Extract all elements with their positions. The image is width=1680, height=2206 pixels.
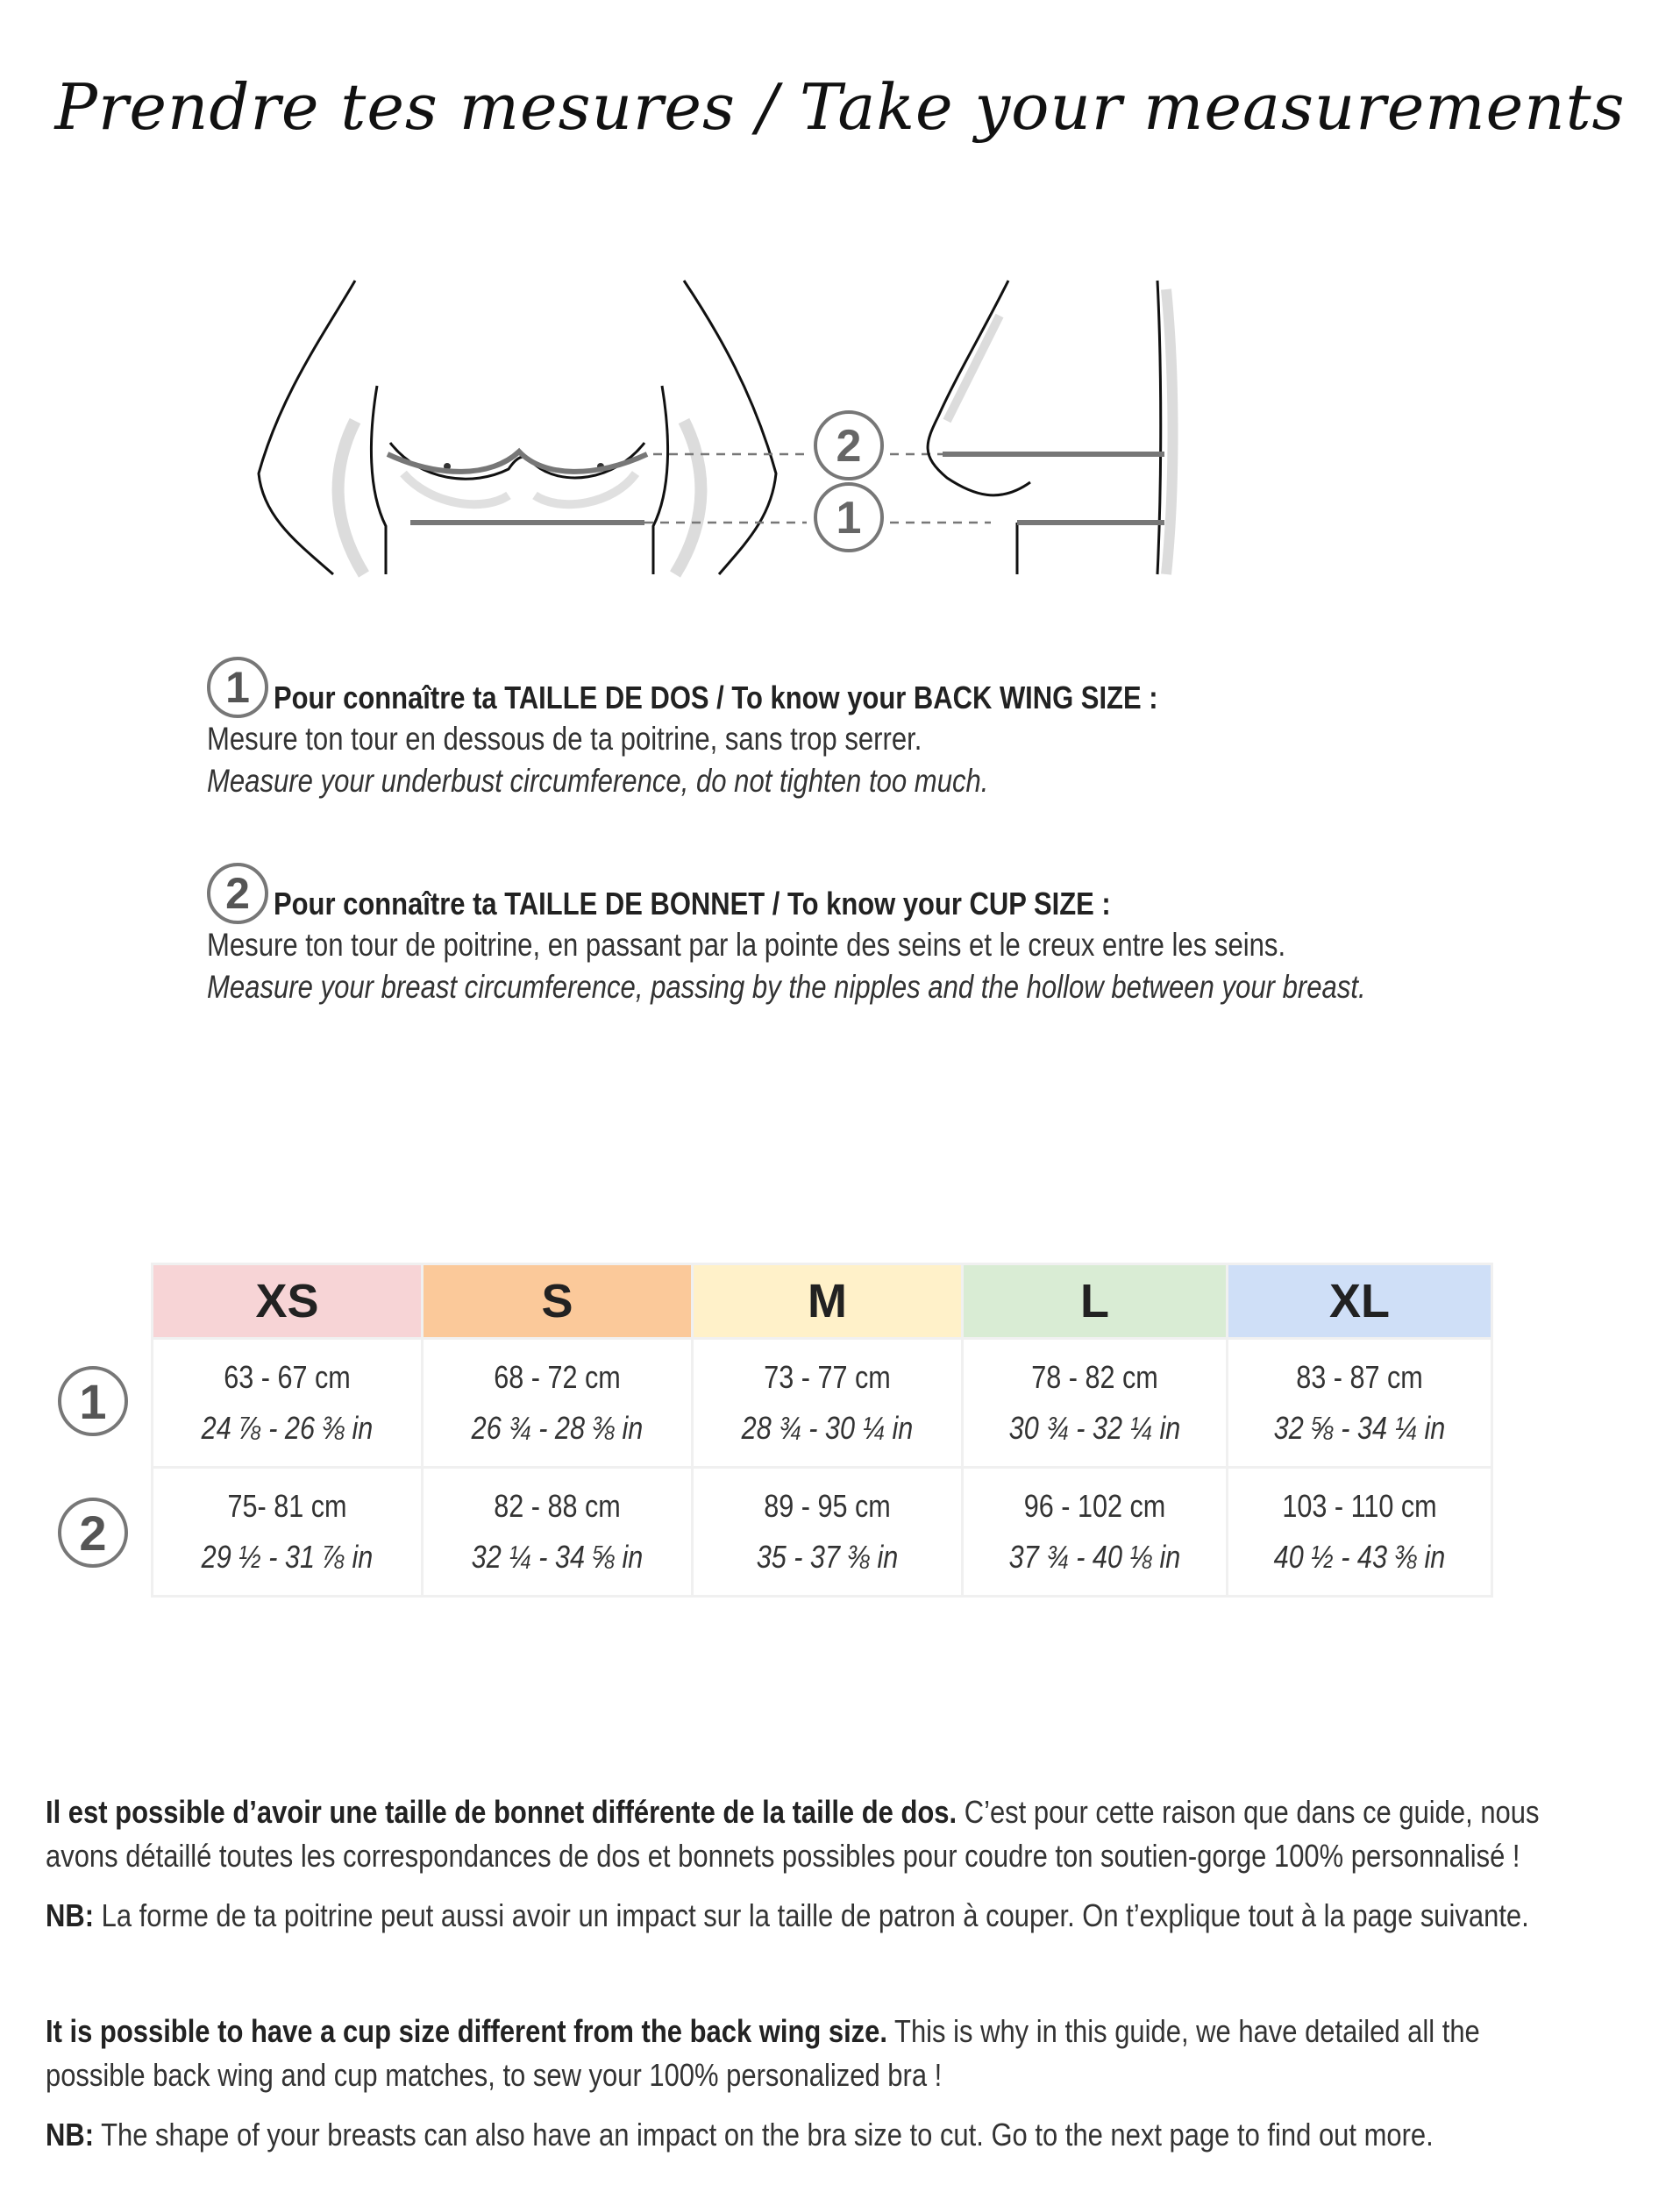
- instruction-french: Mesure ton tour de poitrine, en passant par la pointe des seins et le creux entre les seins.: [207, 927, 1286, 963]
- table-header-row: [153, 1264, 1492, 1339]
- table-cell: 82 - 88 cm 32 ¼ - 34 ⅝ in: [423, 1468, 693, 1597]
- instruction-french: Mesure ton tour en dessous de ta poitrine, sans trop serrer.: [207, 721, 922, 757]
- size-header-xs: XS: [153, 1264, 423, 1339]
- size-chart-table: [151, 1263, 1493, 1598]
- size-header-xl: XL: [1228, 1264, 1492, 1339]
- table-row-marker-1: 1: [58, 1366, 128, 1436]
- svg-text:1: 1: [836, 493, 862, 544]
- table-cell: 78 - 82 cm 30 ¾ - 32 ¼ in: [963, 1339, 1228, 1468]
- table-cell: 63 - 67 cm 24 ⅞ - 26 ⅜ in: [153, 1339, 423, 1468]
- nb-french-text: La forme de ta poitrine peut aussi avoir un impact sur la taille de patron à couper. On t’explique tout à la page suivante.: [94, 1897, 1529, 1933]
- note-french-text: C’est pour cette raison que dans ce guide, nous: [957, 1794, 1540, 1830]
- instruction-cup-size: [207, 859, 1522, 1008]
- note-french-bold: Il est possible d’avoir une taille de bonnet différente de la taille de dos.: [46, 1794, 957, 1830]
- instruction-heading: Pour connaître ta TAILLE DE BONNET / To know your CUP SIZE :: [274, 886, 1111, 922]
- note-english-bold: It is possible to have a cup size different from the back wing size.: [46, 2013, 887, 2049]
- table-row: [153, 1468, 1492, 1597]
- table-cell: 73 - 77 cm 28 ¾ - 30 ¼ in: [693, 1339, 963, 1468]
- table-cell: 68 - 72 cm 26 ¾ - 28 ⅜ in: [423, 1339, 693, 1468]
- note-english: [46, 2010, 1634, 2097]
- nb-label: NB:: [46, 2117, 95, 2153]
- instruction-english: Measure your underbust circumference, do not tighten too much.: [207, 763, 989, 799]
- table-cell: 103 - 110 cm 40 ½ - 43 ⅜ in: [1228, 1468, 1492, 1597]
- note-english-text: This is why in this guide, we have detailed all the: [886, 2013, 1480, 2049]
- size-header-s: S: [423, 1264, 693, 1339]
- number-2-badge: 2: [207, 863, 268, 924]
- nb-english: [46, 2113, 1634, 2157]
- note-french-text-2: avons détaillé toutes les correspondances de dos et bonnets possibles pour coudre ton soutien-gorge 100% personnalisé !: [46, 1838, 1520, 1874]
- size-header-m: M: [693, 1264, 963, 1339]
- table-row-marker-2: 2: [58, 1498, 128, 1568]
- nb-french: [46, 1894, 1634, 1938]
- measurement-illustration: [246, 263, 1210, 587]
- size-header-l: L: [963, 1264, 1228, 1339]
- table-cell: 96 - 102 cm 37 ¾ - 40 ⅛ in: [963, 1468, 1228, 1597]
- svg-text:2: 2: [836, 421, 862, 472]
- nb-label: NB:: [46, 1897, 95, 1933]
- nb-english-text: The shape of your breasts can also have an impact on the bra size to cut. Go to the next page to find out more.: [94, 2117, 1434, 2153]
- number-1-badge: 1: [207, 657, 268, 718]
- instruction-back-wing: [207, 653, 1522, 802]
- note-english-text-2: possible back wing and cup matches, to sew your 100% personalized bra !: [46, 2057, 943, 2093]
- instruction-english: Measure your breast circumference, passing by the nipples and the hollow between your breast.: [207, 969, 1366, 1005]
- note-french: [46, 1790, 1634, 1878]
- table-cell: 83 - 87 cm 32 ⅝ - 34 ¼ in: [1228, 1339, 1492, 1468]
- torso-drawing: [246, 263, 1210, 587]
- page-title: Prendre tes mesures / Take your measurements: [54, 70, 1626, 144]
- table-cell: 89 - 95 cm 35 - 37 ⅜ in: [693, 1468, 963, 1597]
- instruction-heading: Pour connaître ta TAILLE DE DOS / To know your BACK WING SIZE :: [274, 680, 1158, 715]
- table-row: [153, 1339, 1492, 1468]
- table-cell: 75- 81 cm 29 ½ - 31 ⅞ in: [153, 1468, 423, 1597]
